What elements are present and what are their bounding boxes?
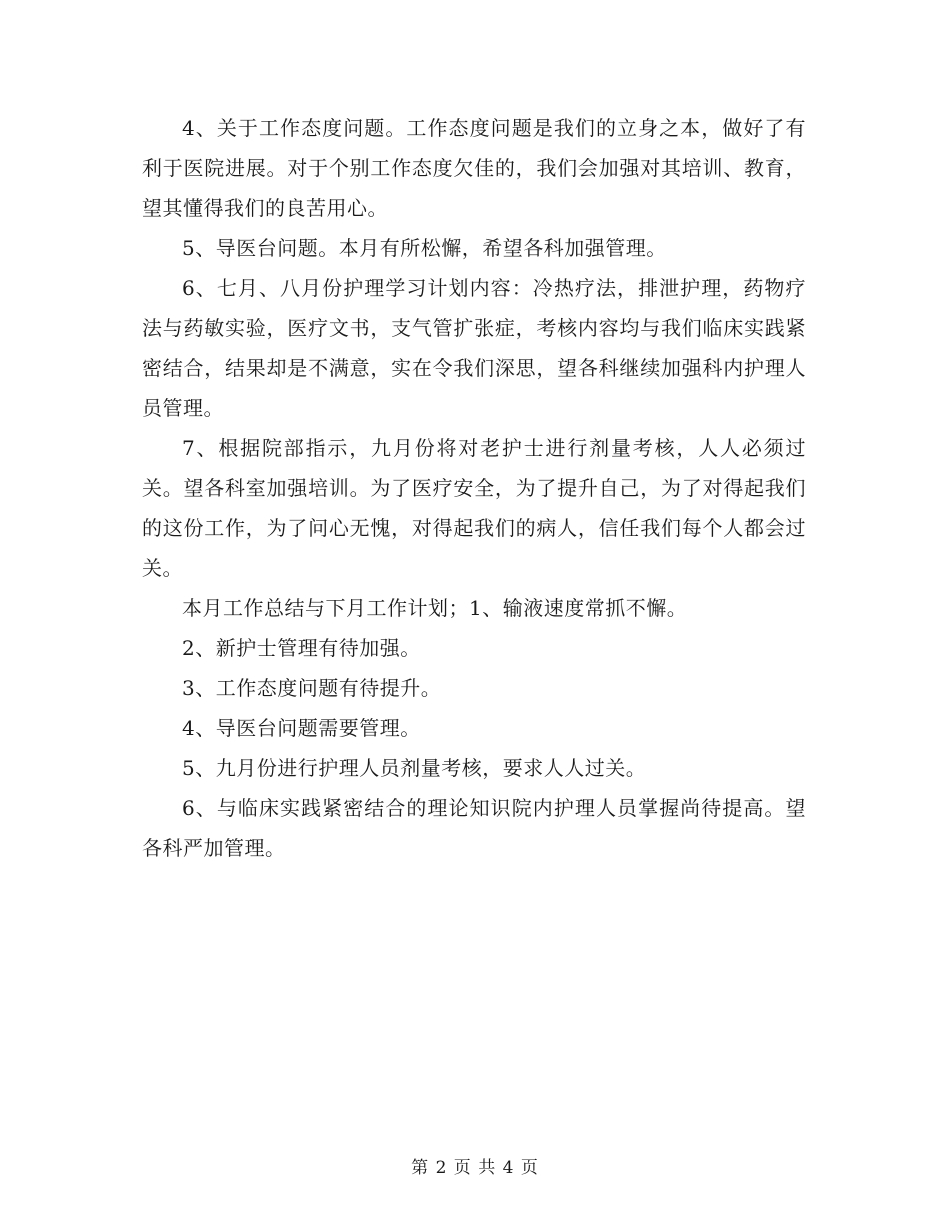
document-body bbox=[142, 108, 806, 868]
paragraph-9: 5、九月份进行护理人员剂量考核，要求人人过关。 bbox=[182, 756, 647, 780]
page-footer bbox=[0, 1153, 950, 1178]
paragraph-10: 6、与临床实践紧密结合的理论知识院内护理人员掌握尚待提高。望各科严加管理。 bbox=[142, 796, 806, 860]
paragraph-7: 3、工作态度问题有待提升。 bbox=[182, 676, 442, 700]
paragraph-5: 本月工作总结与下月工作计划；1、输液速度常抓不懈。 bbox=[182, 596, 688, 620]
paragraph-2: 5、导医台问题。本月有所松懈，希望各科加强管理。 bbox=[182, 236, 667, 260]
paragraph-4: 7、根据院部指示，九月份将对老护士进行剂量考核，人人必须过关。望各科室加强培训。为了医疗安全，为了提升自己，为了对得起我们的这份工作，为了问心无愧，对得起我们的病人，信任我们每个人都会过关。 bbox=[142, 436, 806, 580]
paragraph-1: 4、关于工作态度问题。工作态度问题是我们的立身之本，做好了有利于医院进展。对于个别工作态度欠佳的，我们会加强对其培训、教育，望其懂得我们的良苦用心。 bbox=[142, 116, 806, 220]
page-number-label: 第 2 页 共 4 页 bbox=[411, 1158, 539, 1178]
paragraph-6: 2、新护士管理有待加强。 bbox=[182, 636, 421, 660]
paragraph-8: 4、导医台问题需要管理。 bbox=[182, 716, 421, 740]
paragraph-3: 6、七月、八月份护理学习计划内容：冷热疗法，排泄护理，药物疗法与药敏实验，医疗文书，支气管扩张症，考核内容均与我们临床实践紧密结合，结果却是不满意，实在令我们深思，望各科继续加强科内护理人员管理。 bbox=[142, 276, 806, 420]
